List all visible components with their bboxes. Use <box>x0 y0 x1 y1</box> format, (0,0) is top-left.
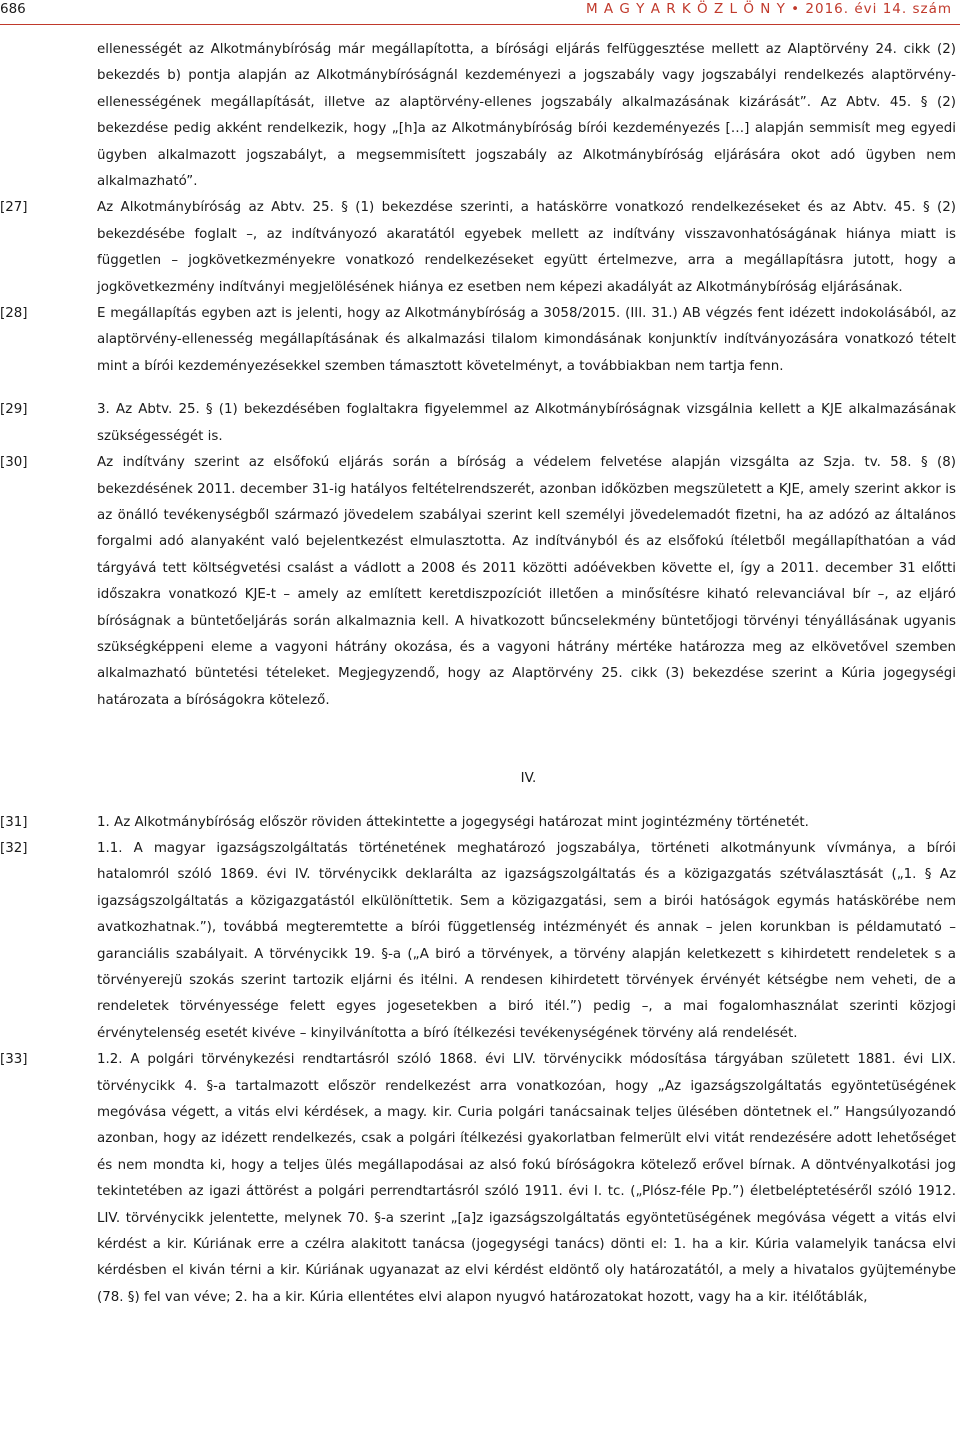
paragraph-number: [28] <box>0 306 28 322</box>
paragraph-28 <box>0 301 960 380</box>
paragraph-26-continued: ellenességét az Alkotmánybíróság már megállapította, a bírósági eljárás felfüggesztése mellett az Alaptörvény 24. cikk (2) bekezdés b) pontja alapján az Alkotmánybíróságnál kezdeményezi a jogszabály vagy jogszabályi rendelkezés alaptörvény-ellenességének megállapítását, illetve az alaptörvény-ellenes jogszabály alkalmazásának kizárását”. Az Abtv. 45. § (2) bekezdése pedig akként rendelkezik, hogy „[h]a az Alkotmánybíróság bírói kezdeményezés […] alapján semmisít meg egyedi ügyben alkalmazott jogszabályt, a megsemmisített jogszabály az Alkotmánybíróság eljárására okot adó ügyben nem alkalmazható”. <box>97 42 956 190</box>
paragraph-text: 1. Az Alkotmánybíróság először röviden áttekintette a jogegységi határozat mint jogintézmény történetét. <box>97 814 809 830</box>
paragraph-text: Az Alkotmánybíróság az Abtv. 25. § (1) bekezdése szerinti, a hatáskörre vonatkozó rendelkezéseket és az Abtv. 45. § (2) bekezdésébe foglalt –, az indítványozó akaratától egyebek mellett az indítvány visszavonhatóságának hiánya miatt is független – jogkövetkezményekre vonatkozó rendelkezéseket együtt értelmezve, arra a megállapításra jutott, hogy a jogkövetkezmény indítványi megjelölésének hiánya ez esetben nem képezi akadályát az Alkotmánybíróság eljárásának. <box>97 200 956 295</box>
spacer <box>0 714 960 766</box>
paragraph-27 <box>0 195 960 301</box>
paragraph-30 <box>0 450 960 714</box>
page-number: 686 <box>0 1 26 17</box>
spacer <box>0 793 960 810</box>
paragraph-number: [33] <box>0 1052 28 1068</box>
paragraph-number: [31] <box>0 814 28 830</box>
paragraph-text: 3. Az Abtv. 25. § (1) bekezdésében foglaltakra figyelemmel az Alkotmánybíróságnak vizsgálnia kellett a KJE alkalmazásának szükségességét is. <box>97 402 956 444</box>
paragraph-number: [32] <box>0 840 28 856</box>
paragraph-text: E megállapítás egyben azt is jelenti, hogy az Alkotmánybíróság a 3058/2015. (III. 31.) AB végzés fent idézett indokolásából, az alaptörvény-ellenesség megállapításának és alkalmazási tilalom kimondásának konjunktív indítványozására vonatkozó tételt mint a bírói kezdeményezésekkel szemben támasztott követelményt, a továbbiakban nem tartja fenn. <box>97 306 956 374</box>
paragraph-number: [27] <box>0 200 28 216</box>
header-rule <box>0 24 960 25</box>
paragraph-29 <box>0 397 960 450</box>
paragraph-32 <box>0 836 960 1047</box>
paragraph-number: [30] <box>0 455 28 471</box>
spacer <box>0 380 960 397</box>
section-heading: IV. <box>520 771 537 787</box>
document-body <box>0 37 960 1311</box>
paragraph-text: 1.2. A polgári törvénykezési rendtartásról szóló 1868. évi LIV. törvénycikk módosítása tárgyában született 1881. évi LIX. törvénycikk 4. §-a tartalmazott először rendelkezést arra vonatkozóan, hogy „Az igazságszolgáltatás egyöntetüségének megóvása végett, a vitás elvi kérdések, a magy. kir. Curia polgári tanácsainak teljes ülésében döntetnek el.” Hangsúlyozandó azonban, hogy az idézett rendelkezés, csak a polgári ítélkezési gyakorlatban felmerült elvi vitát rendezésére adott lehetőséget és nem mondta ki, hogy a teljes ülés megállapodásai az alsó fokú bíróságokra kötelező erővel bírnak. A döntvényalkotási jog tekintetében az igazi áttörést a polgári perrendtartásról szóló 1911. évi I. tc. („Plósz-féle Pp.”) életbeléptetéséről szóló 1912. LIV. törvénycikk jelentette, melynek 70. §-a szerint „[a]z igazságszolgáltatás egyöntetüségének megóvása végett a vitás elvi kérdést a kir. Kúriának erre a czélra alakitott tanácsa (jogegységi tanács) dönti el: 1. ha a kir. Kúria valamelyik tanácsa elvi kérdésben el kiván térni a kir. Kúriának ugyanazat az elvi kérdést eldöntő oly határozatától, a mely a hivatalos gyüjteménybe (78. §) fel van véve; 2. ha a kir. Kúria ellentétes elvi alapon nyugvó határozatokat hozott, vagy ha a kir. itélőtáblák, <box>97 1052 956 1305</box>
paragraph-31 <box>0 810 960 836</box>
journal-title: M A G Y A R K Ö Z L Ö N Y • 2016. évi 14. szám <box>585 1 952 17</box>
paragraph-number: [29] <box>0 402 28 418</box>
paragraph-text: Az indítvány szerint az elsőfokú eljárás során a bíróság a védelem felvetése alapján vizsgálta az Szja. tv. 58. § (8) bekezdésének 2011. december 31-ig hatályos feltételrendszerét, azonban időközben megszületett a KJE, amely szerint akkor is az önálló tevékenységből származó jövedelem szabályai szerint kell személyi jövedelemadót fizetni, ha az adózó az általános forgalmi adó alanyaként való bejelentkezést elmulasztotta. Az indítványból és az elsőfokú ítéletből megállapíthatóan a vád tárgyává tett költségvetési csalást a vádlott a 2008 és 2011 közötti adóévekben követte el, így a 2011. december 31 előtti időszakra vonatkozó KJE-t – amely az említett keretdiszpozíciót illetően a minősítésre kiható relevanciával bír –, az eljáró bíróságnak a büntetőeljárás során alkalmaznia kell. A hivatkozott bűncselekmény büntetőjogi törvényi tényállásának ugyanis szükségképpeni eleme a vagyoni hátrány okozása, és a vagyoni hátrány mértéke határozza meg az elkövetővel szemben alkalmazható büntetési tételeket. Megjegyzendő, hogy az Alaptörvény 25. cikk (3) bekezdése szerint a Kúria jogegységi határozata a bíróságokra kötelező. <box>97 455 956 708</box>
page-header <box>0 0 960 26</box>
paragraph-33 <box>0 1047 960 1311</box>
paragraph-text: 1.1. A magyar igazságszolgáltatás történetének meghatározó jogszabálya, történeti alkotmányunk vívmánya, a bírói hatalomról szóló 1869. évi IV. törvénycikk deklarálta az igazságszolgáltatás és a közigazgatás szétválasztását („1. § Az igazságszolgáltatás a közigazgatástól elkülöníttetik. Sem a közigazgatási, sem a birói hatóságok egymás hatáskörébe nem avatkozhatnak.”), továbbá megteremtette a bírói függetlenség intézményét és annak – jelen korunkban is példamutató – garanciális szabályait. A törvénycikk 19. §-a („A biró a törvények, a törvény alapján keletkezett s kihirdetett rendeletek s a törvényerejü szokás szerint tartozik eljárni és itélni. A rendesen kihirdetett törvények érvényét kétségbe nem veheti, de a rendeletek törvényessége felett egyes jogesetekben a biró itél.”) pedig –, a mai fogalomhasználat szerinti közjogi érvénytelenség esetét kivéve – kinyilvánította a bíró ítélkezési tevékenységének törvény alá rendelését. <box>97 840 956 1041</box>
